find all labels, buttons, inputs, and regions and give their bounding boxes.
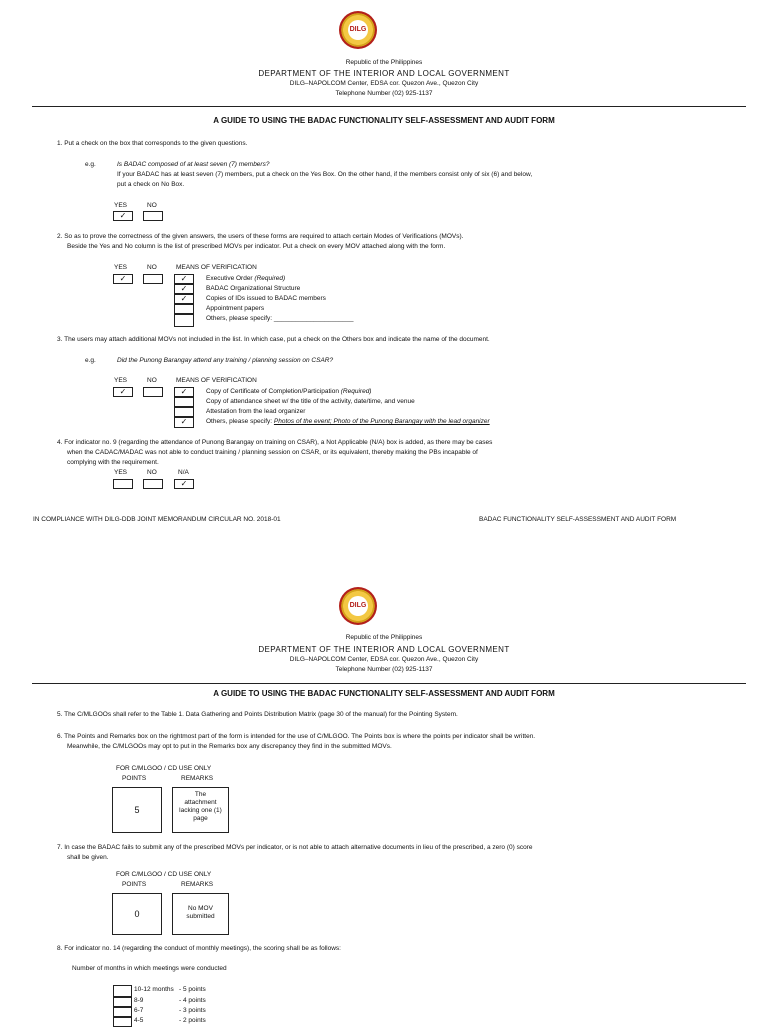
score-range: 8-9: [134, 997, 144, 1004]
item-4a: 4. For indicator no. 9 (regarding the attendance of Punong Barangay on training on CSAR), a Not Applicable (N/A) box is added, as there may be cases: [57, 439, 493, 446]
no-header: NO: [147, 264, 157, 271]
mov-item: Others, please specify: Photos of the event; Photo of the Punong Barangay with the lead organizer: [206, 418, 490, 425]
na-header: N/A: [178, 469, 189, 476]
republic-label: Republic of the Philippines: [345, 59, 423, 66]
score-range: 6-7: [134, 1007, 144, 1014]
item-6a: 6. The Points and Remarks box on the rightmost part of the form is intended for the use of C/MLGOO. The Points box is where the points per indicator shall be written.: [57, 733, 536, 740]
yes-checkbox[interactable]: ✓: [113, 387, 133, 397]
yes-checkbox[interactable]: ✓: [113, 211, 133, 221]
mov-header: MEANS OF VERIFICATION: [176, 264, 257, 271]
address-line: DILG–NAPOLCOM Center, EDSA cor. Quezon Ave., Quezon City: [289, 80, 479, 87]
mov-checkbox[interactable]: ✓: [174, 417, 194, 428]
example-answer-2: put a check on No Box.: [117, 181, 185, 188]
address-line: DILG–NAPOLCOM Center, EDSA cor. Quezon Ave., Quezon City: [289, 656, 479, 663]
item-7b: shall be given.: [67, 854, 109, 861]
points-header: POINTS: [122, 881, 147, 888]
remarks-header: REMARKS: [181, 775, 214, 782]
mov-checkbox[interactable]: [174, 304, 194, 314]
mov-checkbox[interactable]: ✓: [174, 387, 194, 397]
yes-checkbox[interactable]: ✓: [113, 274, 133, 284]
mov-item: BADAC Organizational Structure: [206, 285, 301, 292]
points-box[interactable]: 0: [112, 893, 162, 935]
example-question: Is BADAC composed of at least seven (7) members?: [117, 161, 270, 168]
mov-checkbox[interactable]: ✓: [174, 274, 194, 284]
no-header: NO: [147, 377, 157, 384]
score-range: 10-12 months: [134, 986, 174, 993]
no-header: NO: [147, 469, 157, 476]
mov-item: Copy of Certificate of Completion/Participation (Required): [206, 388, 372, 395]
page-title: A GUIDE TO USING THE BADAC FUNCTIONALITY SELF-ASSESSMENT AND AUDIT FORM: [213, 116, 555, 125]
use-only-label: FOR C/MLGOO / CD USE ONLY: [116, 871, 212, 878]
item-2a: 2. So as to prove the correctness of the given answers, the users of these forms are required to attach certain Modes of Verifications (MOVs).: [57, 233, 464, 240]
example-question: Did the Punong Barangay attend any training / planning session on CSAR?: [117, 357, 334, 364]
no-checkbox[interactable]: [143, 479, 163, 489]
score-checkbox[interactable]: [113, 1007, 132, 1017]
item-8: 8. For indicator no. 14 (regarding the conduct of monthly meetings), the scoring shall be as follows:: [57, 945, 341, 952]
no-header: NO: [147, 202, 157, 209]
seal-text: DILG: [348, 20, 368, 40]
item-4b: when the CADAC/MADAC was not able to conduct training / planning session on CSAR, or its equivalent, thereby making the PBs incapable of: [67, 449, 478, 456]
dilg-seal-logo: [339, 11, 377, 49]
mov-header: MEANS OF VERIFICATION: [176, 377, 257, 384]
department-name: DEPARTMENT OF THE INTERIOR AND LOCAL GOVERNMENT: [258, 645, 510, 654]
points-header: POINTS: [122, 775, 147, 782]
item-2b: Beside the Yes and No column is the list of prescribed MOVs per indicator. Put a check on every MOV attached along with the form.: [67, 243, 446, 250]
footer-left: IN COMPLIANCE WITH DILG-DDB JOINT MEMORANDUM CIRCULAR NO. 2018-01: [33, 516, 281, 523]
seal-text: DILG: [348, 596, 368, 616]
item-7a: 7. In case the BADAC fails to submit any of the prescribed MOVs per indicator, or is not able to attach alternative documents in lieu of the prescribed, a zero (0) score: [57, 844, 533, 851]
mov-checkbox[interactable]: [174, 407, 194, 417]
example-label: e.g.: [85, 161, 96, 168]
remarks-header: REMARKS: [181, 881, 214, 888]
mov-checkbox[interactable]: ✓: [174, 284, 194, 294]
use-only-label: FOR C/MLGOO / CD USE ONLY: [116, 765, 212, 772]
yes-checkbox[interactable]: [113, 479, 133, 489]
page-title: A GUIDE TO USING THE BADAC FUNCTIONALITY SELF-ASSESSMENT AND AUDIT FORM: [213, 689, 555, 698]
no-checkbox[interactable]: [143, 211, 163, 221]
header-divider: [32, 683, 746, 684]
item-5: 5. The C/MLGOOs shall refer to the Table 1. Data Gathering and Points Distribution Matrix (page 30 of the manual) for the Pointing System.: [57, 711, 458, 718]
score-checkbox[interactable]: [113, 985, 132, 997]
points-box[interactable]: 5: [112, 787, 162, 833]
item-1: 1. Put a check on the box that corresponds to the given questions.: [57, 140, 248, 147]
yes-header: YES: [114, 469, 128, 476]
score-checkbox[interactable]: [113, 997, 132, 1007]
score-range: 4-5: [134, 1017, 144, 1024]
example-label: e.g.: [85, 357, 96, 364]
mov-item: Executive Order (Required): [206, 275, 286, 282]
yes-header: YES: [114, 377, 128, 384]
phone-line: Telephone Number (02) 925-1137: [335, 90, 433, 97]
header-divider: [32, 106, 746, 107]
example-answer-1: If your BADAC has at least seven (7) members, put a check on the Yes Box. On the other hand, if the members consist only of six (6) and below,: [117, 171, 533, 178]
remarks-box[interactable]: The attachment lacking one (1) page: [172, 787, 229, 833]
phone-line: Telephone Number (02) 925-1137: [335, 666, 433, 673]
na-checkbox[interactable]: ✓: [174, 479, 194, 489]
score-points: - 4 points: [179, 997, 206, 1004]
yes-header: YES: [114, 202, 128, 209]
dilg-seal-logo: [339, 587, 377, 625]
remarks-box[interactable]: No MOV submitted: [172, 893, 229, 935]
mov-checkbox[interactable]: ✓: [174, 294, 194, 304]
no-checkbox[interactable]: [143, 387, 163, 397]
item-3: 3. The users may attach additional MOVs not included in the list. In which case, put a check on the Others box and indicate the name of the document.: [57, 336, 490, 343]
no-checkbox[interactable]: [143, 274, 163, 284]
republic-label: Republic of the Philippines: [345, 634, 423, 641]
mov-checkbox[interactable]: [174, 397, 194, 407]
item-6b: Meanwhile, the C/MLGOOs may opt to put in the Remarks box any discrepancy they find in the submitted MOVs.: [67, 743, 392, 750]
mov-checkbox[interactable]: [174, 314, 194, 327]
months-header: Number of months in which meetings were conducted: [72, 965, 227, 972]
department-name: DEPARTMENT OF THE INTERIOR AND LOCAL GOVERNMENT: [258, 69, 510, 78]
footer-right: BADAC FUNCTIONALITY SELF-ASSESSMENT AND AUDIT FORM: [479, 516, 677, 523]
yes-header: YES: [114, 264, 128, 271]
score-points: - 2 points: [179, 1017, 206, 1024]
mov-item: Appointment papers: [206, 305, 265, 312]
score-points: - 3 points: [179, 1007, 206, 1014]
score-points: - 5 points: [179, 986, 206, 993]
item-4c: complying with the requirement.: [67, 459, 159, 466]
mov-item: Others, please specify: ______________________: [206, 315, 354, 322]
mov-item: Copies of IDs issued to BADAC members: [206, 295, 326, 302]
score-checkbox[interactable]: [113, 1017, 132, 1027]
mov-item: Copy of attendance sheet w/ the title of the activity, date/time, and venue: [206, 398, 415, 405]
mov-item: Attestation from the lead organizer: [206, 408, 306, 415]
